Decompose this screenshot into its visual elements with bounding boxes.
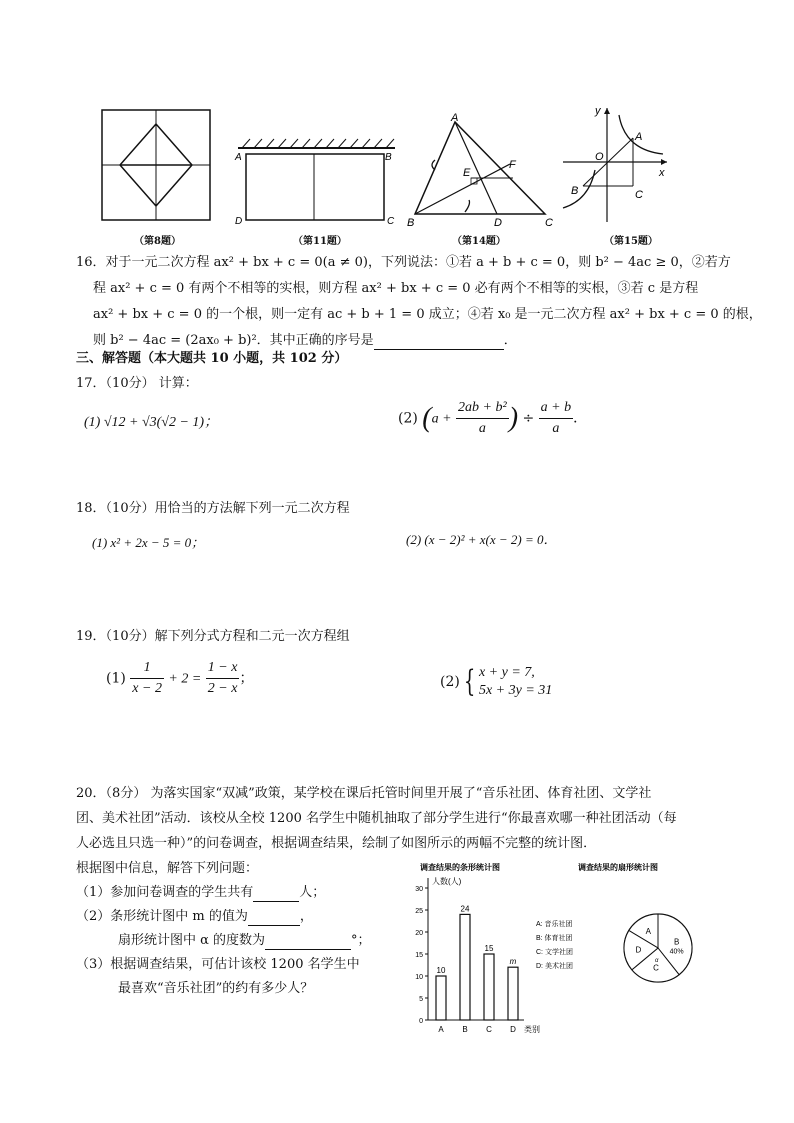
q16-line2: 程 ax² + c = 0 有两个不相等的实根，则方程 ax² + bx + c = 0 必有两个不相等的实根，③若 c 是方程 [93, 281, 699, 296]
pie-chart-title: 调查结果的扇形统计图 [578, 863, 658, 872]
label-C: C [635, 189, 643, 201]
pie-label-A: A [645, 926, 651, 936]
denominator: x − 2 [132, 681, 162, 696]
q18-part1: (1) x² + 2x − 5 = 0； [92, 535, 205, 550]
bar-B [460, 914, 470, 1020]
bar-label-C: 15 [484, 944, 494, 953]
figure-11 [230, 138, 405, 230]
q19-part2: (2) { x + y = 7, 5x + 3y = 31 [440, 664, 553, 699]
q16-line4-text: 则 b² − 4ac = (2ax₀ + b)²．其中正确的序号是 [93, 333, 374, 348]
label-B: B [385, 152, 392, 163]
figure-8 [100, 108, 215, 230]
numerator: 2ab + b² [456, 398, 509, 419]
q20-line3: 人必选且只选一种）”的问卷调查，根据调查结果，绘制了如图所示的两幅不完整的统计图． [76, 836, 597, 851]
pie-chart [572, 858, 712, 988]
bar-chart-title: 调查结果的条形统计图 [420, 863, 500, 872]
x-tick-label-C: C [486, 1025, 492, 1034]
fraction [539, 398, 573, 439]
denominator: 2 − x [207, 681, 238, 696]
q20-q1-unit: 人； [299, 885, 326, 900]
q19-part1-mid: + 2 = [168, 671, 202, 687]
q20-intro: 根据图中信息，解答下列问题： [76, 861, 259, 876]
q20-question3b: 最喜欢“音乐社团”的约有多少人？ [118, 981, 314, 996]
y-tick-label: 0 [419, 1018, 423, 1025]
fraction [456, 398, 509, 439]
legend-item: A: 音乐社团 [536, 921, 573, 928]
x-tick-label-D: D [510, 1025, 516, 1034]
pie-label-D: D [635, 945, 642, 955]
x-tick-label-A: A [438, 1025, 444, 1034]
figure-14 [405, 112, 555, 230]
q20-q2-text: （2）条形统计图中 m 的值为 [76, 909, 248, 924]
x-axis-label: 类别 [524, 1025, 540, 1034]
q19-part1-label: (1) [106, 670, 126, 687]
bar-label-B: 24 [460, 904, 470, 914]
q17-part2-label: (2) [398, 410, 418, 427]
bar-A [436, 976, 446, 1020]
pie-label-C: C [653, 963, 659, 973]
fig15-caption: （第15题） [604, 236, 658, 247]
q16-line4: 则 b² − 4ac = (2ax₀ + b)²．其中正确的序号是 ． [93, 333, 517, 348]
label-D: D [494, 217, 502, 229]
q16-line3: ax² + bx + c = 0 的一个根，则一定有 ac + b + 1 = 0 成立；④若 x₀ 是一元二次方程 ax² + bx + c = 0 的根， [93, 307, 762, 322]
q19-part1-end: ； [239, 670, 254, 687]
y-tick-label: 30 [415, 886, 423, 893]
label-B: B [407, 217, 415, 229]
q19-part2-label: (2) [440, 674, 460, 690]
y-tick-label: 20 [415, 930, 423, 937]
label-C: C [545, 217, 553, 229]
q18-part2: (2) (x − 2)² + x(x − 2) = 0． [406, 532, 557, 547]
label-y: y [595, 105, 601, 117]
q17-title: 17．（10分） 计算： [76, 376, 198, 391]
fig8-caption: （第8题） [134, 236, 181, 247]
fig14-caption: （第14题） [452, 236, 506, 247]
label-O: O [595, 151, 604, 163]
q20-q2-end: ， [299, 909, 313, 924]
x-tick-label-B: B [462, 1025, 468, 1034]
label-E: E [463, 167, 471, 179]
q16-answer-blank[interactable] [374, 335, 504, 350]
label-B: B [571, 185, 579, 197]
pie-angle-alpha: α [655, 957, 659, 964]
q18-title: 18．（10分）用恰当的方法解下列一元二次方程 [76, 501, 350, 516]
fraction [206, 658, 240, 699]
q17-part2: (2) (a + $\frac{\text{2ab + b²}}{a}$ ) ÷ $\frac{a + b}{a}$ ． [398, 398, 587, 442]
q20-q2b-text: 扇形统计图中 α 的度数为 [118, 933, 266, 948]
y-tick-label: 10 [415, 974, 423, 981]
fig11-caption: （第11题） [293, 236, 347, 247]
label-A: A [635, 131, 643, 143]
legend-item: B: 体育社团 [536, 935, 573, 942]
bar-chart [412, 858, 582, 1048]
y-tick-label: 25 [415, 908, 423, 915]
section3-title: 三、解答题（本大题共 10 小题，共 102 分） [76, 351, 348, 366]
q20-question2 [76, 908, 313, 926]
q16-line1: 16．对于一元二次方程 ax² + bx + c = 0(a ≠ 0)，下列说法：①若 a + b + c = 0，则 b² − 4ac ≥ 0，②若方 [76, 255, 731, 270]
q20-line2: 团、美术社团”活动．该校从全校 1200 名学生中随机抽取了部分学生进行“你最喜欢哪一种社团活动（每 [76, 811, 677, 826]
numerator: 1 [130, 658, 164, 679]
q20-line1: 20．（8分） 为落实国家“双减”政策，某学校在课后托管时间里开展了“音乐社团、体育社团、文学社 [76, 786, 652, 801]
bar-label-A: 10 [436, 966, 446, 975]
legend-item: C: 文学社团 [536, 949, 573, 956]
label-x: x [659, 167, 665, 179]
q20-q2-blank[interactable] [248, 911, 300, 926]
label-C: C [387, 216, 395, 227]
q20-q2b-blank[interactable] [265, 935, 351, 950]
numerator: a + b [539, 398, 573, 419]
bar-C [484, 954, 494, 1020]
label-A: A [451, 112, 459, 124]
pie-percent-B: 40% [669, 948, 684, 956]
bar-label-D: m [509, 957, 517, 967]
y-tick-label: 15 [415, 952, 423, 959]
q20-question3: （3）根据调查结果，可估计该校 1200 名学生中 [76, 957, 360, 972]
label-D: D [235, 216, 243, 227]
q20-question1 [76, 884, 325, 902]
label-A: A [235, 152, 242, 163]
q19-title: 19．（10分）解下列分式方程和二元一次方程组 [76, 629, 350, 644]
pie-label-B: B [673, 937, 680, 947]
q17-part1: (1) √12 + √3(√2 − 1)； [84, 415, 219, 430]
q20-q2b-end: °； [351, 933, 371, 948]
legend-item: D: 美术社团 [536, 963, 573, 970]
y-tick-label: 5 [419, 996, 423, 1003]
denominator: a [478, 421, 486, 436]
q19-part1 [106, 658, 253, 702]
denominator: a [552, 421, 560, 436]
figure-15 [555, 100, 685, 230]
bar-D [508, 967, 518, 1020]
fraction [130, 658, 164, 699]
label-F: F [509, 159, 516, 171]
q20-question2b [118, 932, 371, 950]
numerator: 1 − x [206, 658, 240, 679]
y-axis-label: 人数(人) [432, 877, 462, 886]
q20-q1-blank[interactable] [253, 887, 299, 902]
equation-2: 5x + 3y = 31 [478, 683, 553, 698]
equation-1: x + y = 7, [478, 665, 535, 680]
q20-q1-text: （1）参加问卷调查的学生共有 [76, 885, 254, 900]
